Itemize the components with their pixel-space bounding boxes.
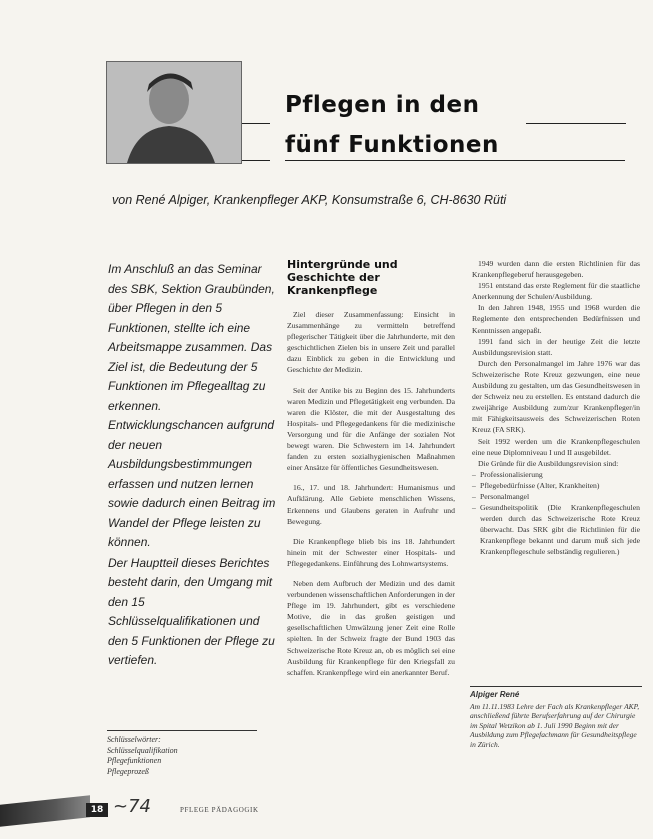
keyword: Pflegeprozeß [107, 766, 149, 776]
paragraph: Die Krankenpflege blieb bis ins 18. Jahrhundert hinein mit der Schwester einer Hospitals- und Pflegegedankens. Einführung des Lohnwartsystems. [287, 536, 455, 568]
paragraph: 1951 entstand das erste Reglement für die staatliche Anerkennung der Schulen/Ausbildung. [472, 281, 640, 302]
author-photo [106, 61, 242, 164]
page-number: 18 [86, 803, 108, 817]
section-heading: Hintergründe und Geschichte der Krankenpflege [287, 258, 398, 297]
title-line-1: Pflegen in den [285, 92, 480, 118]
column-middle [287, 258, 455, 687]
body-text-right [472, 258, 640, 558]
paragraph: In den Jahren 1948, 1955 und 1968 wurden die Reglemente den entsprechenden Bedürfnissen und Kenntnissen angepaßt. [472, 303, 640, 335]
handwritten-note: ~74 [113, 796, 151, 817]
list-item: – Personalmangel [472, 491, 640, 502]
intro-paragraph: Im Anschluß an das Seminar des SBK, Sektion Graubünden, über Pflegen in den 5 Funktionen, stellte ich eine Arbeitsmappe zusammen. Das Ziel ist, die Bedeutung der 5 Funktionen im Pflegealltag zu erkennen. Entwicklungschancen aufgrund der neuen Ausbildungsbestimmungen erfassen und nutzen lernen sowie dadurch einen Beitrag im Wandel der Pflege leisten zu können. [108, 262, 276, 549]
paragraph: Durch den Personalmangel im Jahre 1976 war das Schweizerische Rote Kreuz gezwungen, eine neue Ausbildung zu gestalten, um das Gesundheitswesen in der Schweiz neu zu erstellen. Es entstand dadurch die zweijährige Ausbildung zum/zur Krankenpfleger/in mit Fähigkeitsausweis des Schweizerischen Roten Kreuz (FA SRK). [472, 358, 640, 435]
paragraph: 16., 17. und 18. Jahrhundert: Humanismus und Aufklärung. Alle Gebiete menschlichen Wissens, Erkennens und Glaubens geraten in Aufruhr und Bewegung. [287, 483, 455, 526]
title-rule-bottom-right [285, 160, 625, 161]
paragraph: Ziel dieser Zusammenfassung: Einsicht in Zusammenhänge zu vermitteln betreffend pflegerischer Tätigkeit über die Jahrhunderte, mit den geschichtlichen Zielen bis in unsere Zeit und parallel dazu Einblick zu geben in die Entwicklung und Geschichte der Medizin. [287, 310, 455, 375]
intro-paragraph: Der Hauptteil dieses Berichtes besteht darin, den Umgang mit den 15 Schlüsselqualifikationen und den 5 Funktionen der Pflege zu vertiefen. [108, 555, 275, 667]
paragraph: 1991 fand sich in der heutige Zeit die letzte Ausbildungsrevision statt. [472, 336, 640, 357]
paragraph: 1949 wurden dann die ersten Richtlinien für das Krankenpflegeberuf herausgegeben. [472, 259, 640, 280]
intro-text [108, 260, 276, 672]
title-rule-top-right [526, 123, 626, 124]
title-rule-top-left [242, 123, 270, 124]
keyword: Schlüsselqualifikation [107, 745, 178, 755]
keywords-box [107, 730, 257, 777]
list-item: – Pflegebedürfnisse (Alter, Krankheiten) [472, 480, 640, 491]
paragraph: Neben dem Aufbruch der Medizin und des damit verbundenen wissenschaftlichen Anforderungen in der Pflege im 19. Jahrhundert, gibt es verschiedene Motive, die in das großen geistigen und gesellschaftlichen Umwälzung jener Zeit eine Rolle spielten. In der Schweiz fragte der Bund 1903 das Schweizerische Rote Kreuz an, ob es möglich sei eine Ausbildung für Krankenpflege für den Kriegsfall zu schaffen. Krankenpflege wird ein anerkannter Beruf. [287, 578, 455, 677]
byline: von René Alpiger, Krankenpfleger AKP, Konsumstraße 6, CH-8630 Rüti [112, 193, 507, 207]
paragraph: Seit der Antike bis zu Beginn des 15. Jahrhunderts waren Medizin und Pflegetätigkeit eng verbunden. Da waren die Klöster, die mit der Ausgestaltung des Hospitals- und Pflegegedankens für die medizinische Versorgung und für die Anfänge der sozialen Not bewegt waren. Die Schwestern im 14. Jahrhundert fanden zu ersten sozialhygienischen Maßnahmen einer Ansätze für öffentliches Gesundheitswesen. [287, 385, 455, 473]
author-bio [470, 686, 642, 749]
journal-name: PFLEGE PÄDAGOGIK [180, 806, 259, 814]
list-item: – Professionalisierung [472, 469, 640, 480]
keywords-label: Schlüsselwörter: [107, 735, 161, 744]
title-rule-bottom-left [242, 160, 270, 161]
author-bio-text: Am 11.11.1983 Lehre der Fach als Krankenpfleger AKP, anschließend führte Berufserfahrung auf der Chirurgie im Spital Wetzikon ab 1. Juli 1990 Beginn mit der Ausbildung zum Pflegefachmann für Gesundheitspflege in Zürich. [470, 701, 640, 749]
body-text-middle [287, 309, 455, 678]
reasons-list [472, 469, 640, 558]
title-line-2: fünf Funktionen [285, 132, 499, 158]
list-item: – Gesundheitspolitik (Die Krankenpflegeschulen werden durch das Schweizerische Rote Kreuz überwacht. Das SRK gibt die Richtlinien für die Krankenpflege bekannt und darum muß sich jede Krankenpflegeschule selbständig regulieren.) [472, 502, 640, 557]
paragraph: Die Gründe für die Ausbildungsrevision sind: [478, 458, 619, 468]
keyword: Pflegefunktionen [107, 756, 162, 765]
author-name: Alpiger René [470, 690, 520, 699]
page-edge-decoration [0, 795, 90, 826]
column-right [472, 258, 640, 558]
paragraph: Seit 1992 werden um die Krankenpflegeschulen eine neue Diplomniveau I und II ausgebildet. [472, 436, 640, 457]
